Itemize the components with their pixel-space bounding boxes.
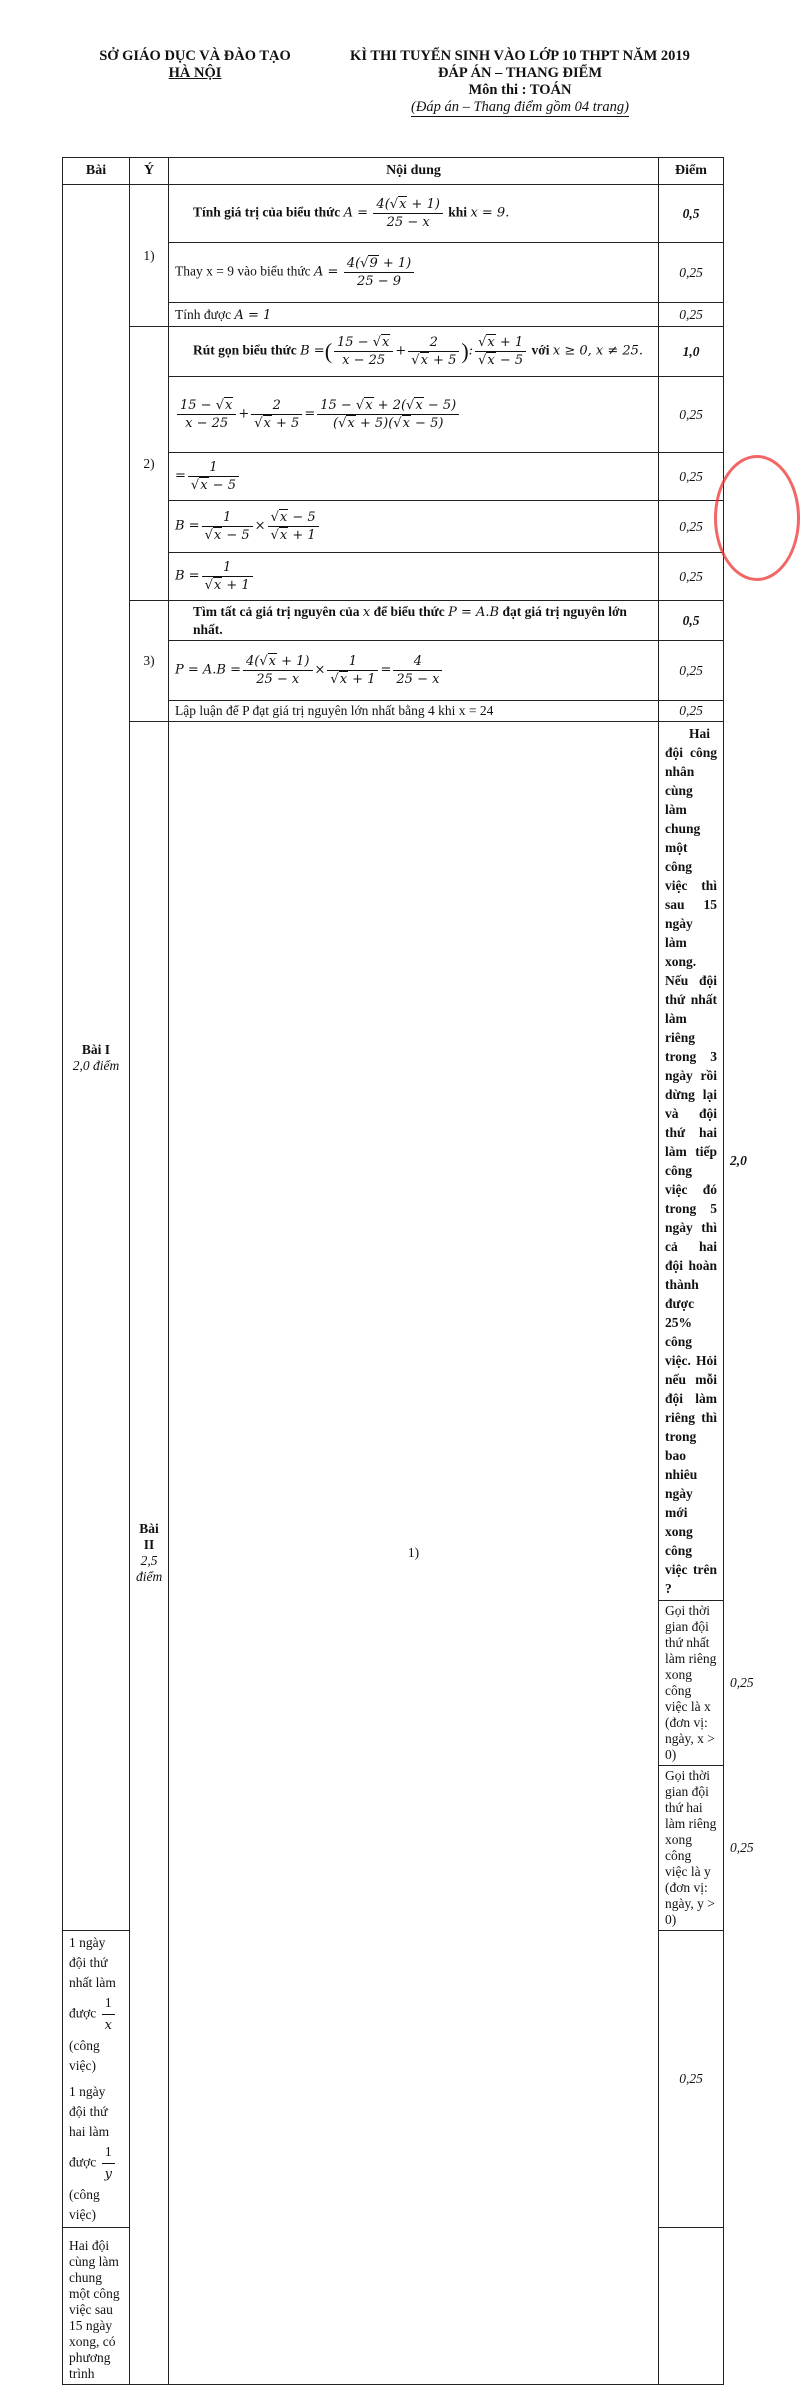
r4-voi: với — [531, 342, 550, 358]
bai1-r1-score: 0,5 — [659, 185, 724, 243]
bai1-r4-content: Rút gọn biểu thức B =( $\frac{15 - √x}{x - 25}$ + $\frac{2}{√x + 5}$ ): $\frac{√x + 1}{√x - 5}$ với x ≥ 0, x ≠ 25. — [169, 327, 659, 377]
bai2-r4-score: 0,25 — [659, 1931, 724, 2228]
issuer-name: SỞ GIÁO DỤC VÀ ĐÀO TẠO — [99, 48, 291, 64]
subject-title: Môn thi : TOÁN — [468, 82, 572, 98]
exam-title-block — [320, 48, 720, 116]
bai1-r2-content: Thay x = 9 vào biểu thức A = $\frac{4(√9 + 1)}{25 - 9}$ — [169, 243, 659, 303]
bai1-r5-content: $\frac{15 - √x}{x - 25}$ + $\frac{2}{√x + 5}$ = $\frac{15 - √x + 2(√x - 5)}{(√x + 5)(√x - 5)}$ — [169, 377, 659, 453]
r9-text-b: để biểu thức — [373, 604, 445, 619]
bai1-r7-score: 0,25 — [659, 501, 724, 553]
bai1-r1-content: Tính giá trị của biểu thức A = $\frac{4(√x + 1)}{25 - x}$ khi x = 9. — [169, 185, 659, 243]
r1-khi: khi — [448, 204, 468, 220]
r4-text-a: 1 ngày đội thứ nhất làm được — [69, 1935, 116, 2021]
r3-text: Tính được — [175, 306, 232, 322]
bai2-r4-content: 1 ngày đội thứ nhất làm được $\frac{1}{x}$ (công việc) 1 ngày đội thứ hai làm được $\frac{1}{y}$ (công việc) — [63, 1931, 130, 2228]
document-header — [0, 48, 760, 128]
bai1-y2: 2) — [130, 327, 169, 601]
r4-text: Rút gọn biểu thức — [193, 342, 297, 358]
r4-text-b: 1 ngày đội thứ hai làm được — [69, 2084, 110, 2170]
r4-cond: x ≥ 0, x ≠ 25. — [552, 343, 644, 359]
bai1-r6-score: 0,25 — [659, 453, 724, 501]
bai1-r11-content: Lập luận để P đạt giá trị nguyên lớn nhất bằng 4 khi x = 24 — [169, 701, 659, 722]
bai1-r10-content: P = A.B = $\frac{4(√x + 1)}{25 - x}$ × $\frac{1}{√x + 1}$ = $\frac{4}{25 - x}$ — [169, 641, 659, 701]
bai1-label: Bài I — [81, 1041, 111, 1057]
table-row — [63, 601, 724, 641]
bai1-r8-score: 0,25 — [659, 553, 724, 601]
r2-text: Thay x = 9 vào biểu thức — [175, 263, 311, 279]
bai1-r10-score: 0,25 — [659, 641, 724, 701]
bai1-y1: 1) — [130, 185, 169, 327]
table-row: Gọi thời gian đội thứ nhất làm riêng xong công việc là x (đơn vị: ngày, x > 0) 0,25 — [63, 1601, 724, 1766]
col-bai: Bài — [63, 158, 130, 185]
r4-unit-b: (công việc) — [69, 2187, 100, 2222]
issuer-block — [80, 48, 310, 82]
r1-text: Tính giá trị của biểu thức — [193, 204, 341, 220]
bai1-r8-content: B = $\frac{1}{√x + 1}$ — [169, 553, 659, 601]
bai1-r3-score: 0,25 — [659, 303, 724, 327]
bai1-r4-score: 1,0 — [659, 327, 724, 377]
answer-key-title: ĐÁP ÁN – THANG ĐIỂM — [437, 65, 603, 81]
r1-cond: x = 9. — [470, 205, 510, 221]
table-row: Gọi thời gian đội thứ hai làm riêng xong công việc là y (đơn vị: ngày, y > 0) 0,25 — [63, 1766, 724, 1931]
table-row: Bài II 2,5 điểm 1) Hai đội công nhân cùng làm chung một công việc thì sau 15 ngày làm xong. Nếu đội thứ nhất làm riêng trong 3 ngày rồi dừng lại và đội thứ hai làm tiếp công việc đó trong 5 ngày thì cả hai đội hoàn thành được 25% công việc. Hỏi nếu mỗi đội làm riêng thì trong bao nhiêu ngày mới xong công việc trên ? 2,0 — [63, 722, 724, 1601]
bai1-points: 2,0 điểm — [72, 1057, 120, 1073]
r9-text-c: đạt giá trị — [502, 604, 560, 619]
bai1-r9-content: Tìm tất cả giá trị nguyên của x để biểu thức P = A.B đạt giá trị nguyên lớn nhất. — [169, 601, 659, 641]
bai2-r3-content: Gọi thời gian đội thứ hai làm riêng xong công việc là y (đơn vị: ngày, y > 0) — [659, 1766, 724, 1931]
bai2-r2-content: Gọi thời gian đội thứ nhất làm riêng xong công việc là x (đơn vị: ngày, x > 0) — [659, 1601, 724, 1766]
exam-title: KÌ THI TUYỂN SINH VÀO LỚP 10 THPT NĂM 2019 — [350, 48, 690, 64]
col-diem: Điểm — [659, 158, 724, 185]
bai1-r2-score: 0,25 — [659, 243, 724, 303]
bai1-cell — [63, 185, 130, 1931]
r9-text-d: nguyên lớn nhất. — [193, 604, 627, 637]
bai2-r5-score — [659, 2228, 724, 2385]
col-y: Ý — [130, 158, 169, 185]
bai1-r9-score: 0,5 — [659, 601, 724, 641]
bai1-r5-score: 0,25 — [659, 377, 724, 453]
bai1-r7-content: B = $\frac{1}{√x - 5}$ × $\frac{√x - 5}{√x + 1}$ — [169, 501, 659, 553]
r4-unit-a: (công việc) — [69, 2038, 100, 2073]
bai2-cell — [130, 722, 169, 2385]
official-stamp — [714, 455, 800, 581]
table-row — [63, 327, 724, 377]
table-header-row — [63, 158, 724, 185]
bai2-label: Bài II — [139, 1521, 159, 1552]
col-noi-dung: Nội dung — [169, 158, 659, 185]
issuer-city: HÀ NỘI — [168, 65, 222, 81]
bai2-y1: 1) — [169, 722, 659, 2385]
bai2-points: 2,5 điểm — [136, 1553, 163, 1584]
page-count-note: (Đáp án – Thang điểm gồm 04 trang) — [411, 99, 629, 115]
bai1-r3-content — [169, 303, 659, 327]
bai1-y3: 3) — [130, 601, 169, 722]
answer-table — [62, 157, 754, 2385]
bai1-r11-score: 0,25 — [659, 701, 724, 722]
bai2-r5-content: Hai đội cùng làm chung một công việc sau 15 ngày xong, có phương trình — [63, 2228, 130, 2385]
r9-text-a: Tìm tất cả giá trị nguyên của — [193, 604, 360, 619]
table-row — [63, 185, 724, 243]
bai2-problem: Hai đội công nhân cùng làm chung một công việc thì sau 15 ngày làm xong. Nếu đội thứ nhất làm riêng trong 3 ngày rồi dừng lại và đội thứ hai làm tiếp công việc đó trong 5 ngày thì cả hai đội hoàn thành được 25% công việc. Hỏi nếu mỗi đội làm riêng thì trong bao nhiêu ngày mới xong công việc trên ? — [659, 722, 724, 1601]
bai1-r6-content: = $\frac{1}{√x - 5}$ — [169, 453, 659, 501]
r3-val: A = 1 — [234, 307, 272, 323]
